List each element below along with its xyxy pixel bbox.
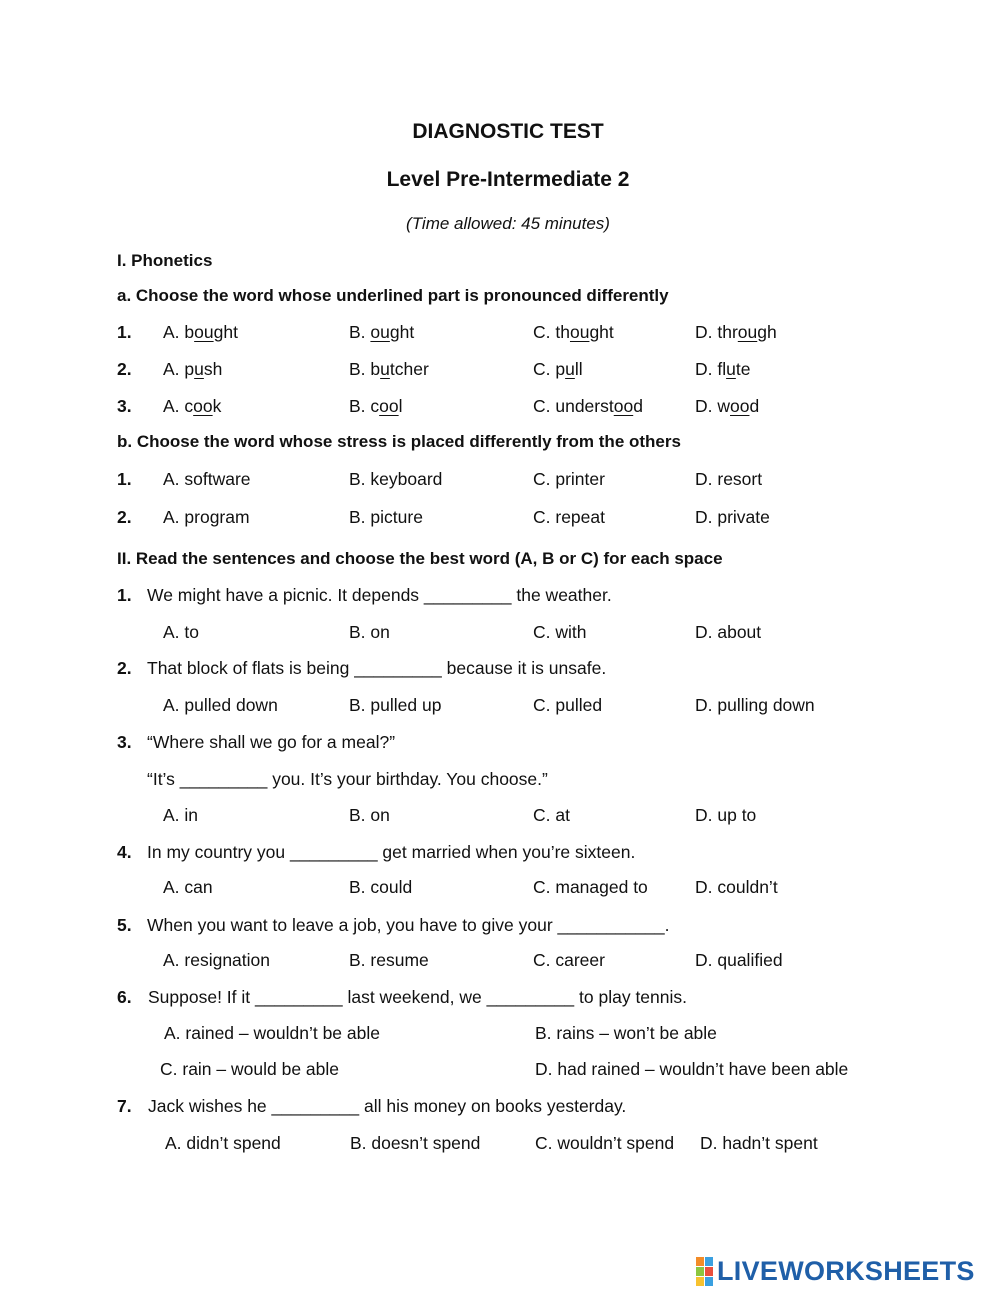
page-title: DIAGNOSTIC TEST [412, 120, 604, 143]
answer-option-c[interactable]: C. pulled [533, 695, 603, 715]
level-title: Level Pre-Intermediate 2 [386, 168, 630, 191]
answer-option-c[interactable]: C. pull [533, 359, 583, 379]
question-number: 5. [117, 915, 132, 935]
liveworksheets-logo [696, 1255, 975, 1287]
answer-option-d[interactable]: D. private [695, 507, 770, 527]
underlined-part: ou [370, 322, 390, 342]
answer-option-d[interactable]: D. resort [695, 469, 763, 489]
question-number: 2. [117, 359, 132, 379]
answer-option-c[interactable]: C. at [533, 805, 570, 825]
underlined-part: ou [737, 322, 758, 342]
question-stem-continuation [0, 769, 900, 795]
answer-option-d[interactable]: D. through [695, 322, 777, 342]
question-stem-row [0, 658, 900, 684]
question-number: 7. [117, 1096, 132, 1116]
answer-option-b[interactable]: B. keyboard [349, 469, 443, 489]
question-stem-row [0, 915, 900, 941]
underlined-part: u [565, 359, 575, 379]
section-reading-heading: II. Read the sentences and choose the best word (A, B or C) for each space [117, 549, 723, 568]
answer-option-c[interactable]: C. rain – would be able [160, 1059, 339, 1079]
question-stem-line-2: “It’s _________ you. It’s your birthday. You choose.” [147, 769, 548, 789]
phonetics-question-row [0, 322, 900, 348]
answer-option-d[interactable]: D. up to [695, 805, 757, 825]
underlined-part: ou [194, 322, 214, 342]
question-number: 6. [117, 987, 132, 1007]
answer-option-b[interactable]: B. ought [349, 322, 415, 342]
question-number: 1. [117, 469, 132, 489]
answer-option-a[interactable]: A. resignation [163, 950, 271, 970]
logo-block [705, 1277, 713, 1286]
logo-block [696, 1257, 704, 1266]
underlined-part: ou [569, 322, 590, 342]
stress-question-row [0, 469, 900, 495]
question-stem: That block of flats is being _________ because it is unsafe. [147, 658, 607, 678]
phonetics-question-row [0, 396, 900, 422]
answer-option-a[interactable]: A. didn’t spend [165, 1133, 281, 1153]
answer-option-d[interactable]: D. pulling down [695, 695, 815, 715]
section-phonetics-heading: I. Phonetics [117, 251, 213, 270]
question-number: 4. [117, 842, 132, 862]
question-stem: In my country you _________ get married when you’re sixteen. [147, 842, 636, 862]
options-row [0, 695, 900, 721]
answer-option-b[interactable]: B. doesn’t spend [350, 1133, 481, 1153]
question-stem-row [0, 842, 900, 868]
options-row [0, 1133, 900, 1159]
answer-option-c[interactable]: C. understood [533, 396, 643, 416]
underlined-part: u [380, 359, 390, 379]
answer-option-c[interactable]: C. repeat [533, 507, 605, 527]
question-stem: “Where shall we go for a meal?” [147, 732, 396, 752]
underlined-part: oo [613, 396, 634, 416]
answer-option-c[interactable]: C. with [533, 622, 587, 642]
answer-option-d[interactable]: D. qualified [695, 950, 783, 970]
underlined-part: oo [379, 396, 399, 416]
question-stem-row [0, 732, 900, 758]
question-stem: Suppose! If it _________ last weekend, we _________ to play tennis. [148, 987, 688, 1007]
question-number: 2. [117, 507, 132, 527]
answer-option-c[interactable]: C. career [533, 950, 605, 970]
options-row [0, 950, 900, 976]
phonetics-question-row [0, 359, 900, 385]
logo-block [696, 1277, 704, 1286]
part-a-instruction: a. Choose the word whose underlined part is pronounced differently [117, 286, 669, 305]
answer-option-c[interactable]: C. printer [533, 469, 605, 489]
answer-option-c[interactable]: C. wouldn’t spend [535, 1133, 675, 1153]
question-stem: When you want to leave a job, you have to give your ___________. [147, 915, 670, 935]
answer-option-b[interactable]: B. cool [349, 396, 403, 416]
answer-option-d[interactable]: D. hadn’t spent [700, 1133, 818, 1153]
answer-option-a[interactable]: A. rained – wouldn’t be able [164, 1023, 380, 1043]
logo-blocks-icon [696, 1257, 713, 1286]
options-row [0, 877, 900, 903]
question-stem-row [0, 585, 900, 611]
answer-option-a[interactable]: A. can [163, 877, 213, 897]
underlined-part: oo [730, 396, 750, 416]
answer-option-c[interactable]: C. managed to [533, 877, 648, 897]
answer-option-c[interactable]: C. thought [533, 322, 614, 342]
question-stem: Jack wishes he _________ all his money on books yesterday. [148, 1096, 627, 1116]
answer-option-a[interactable]: A. pulled down [163, 695, 278, 715]
answer-option-d[interactable]: D. flute [695, 359, 751, 379]
options-row [0, 1059, 900, 1085]
answer-option-b[interactable]: B. could [349, 877, 413, 897]
question-stem-row [0, 1096, 900, 1122]
answer-option-a[interactable]: A. in [163, 805, 199, 825]
question-number: 3. [117, 732, 132, 752]
question-stem-row [0, 987, 900, 1013]
answer-option-d[interactable]: D. had rained – wouldn’t have been able [535, 1059, 849, 1079]
answer-option-a[interactable]: A. to [163, 622, 199, 642]
underlined-part: u [726, 359, 736, 379]
part-b-instruction: b. Choose the word whose stress is placed differently from the others [117, 432, 681, 451]
answer-option-d[interactable]: D. wood [695, 396, 760, 416]
logo-block [705, 1267, 713, 1276]
time-allowed: (Time allowed: 45 minutes) [406, 214, 610, 233]
answer-option-b[interactable]: B. rains – won’t be able [535, 1023, 717, 1043]
answer-option-b[interactable]: B. pulled up [349, 695, 442, 715]
answer-option-b[interactable]: B. butcher [349, 359, 429, 379]
stress-question-row [0, 507, 900, 533]
underlined-part: oo [193, 396, 213, 416]
answer-option-a[interactable]: A. program [163, 507, 250, 527]
answer-option-b[interactable]: B. on [349, 622, 390, 642]
answer-option-a[interactable]: A. cook [163, 396, 222, 416]
options-row [0, 1023, 900, 1049]
answer-option-d[interactable]: D. about [695, 622, 762, 642]
underlined-part: u [194, 359, 204, 379]
answer-option-d[interactable]: D. couldn’t [695, 877, 778, 897]
logo-text: LIVEWORKSHEETS [717, 1255, 975, 1286]
question-number: 2. [117, 658, 132, 678]
answer-option-a[interactable]: A. bought [163, 322, 238, 342]
question-number: 1. [117, 322, 132, 342]
answer-option-b[interactable]: B. on [349, 805, 390, 825]
logo-block [705, 1257, 713, 1266]
options-row [0, 622, 900, 648]
logo-block [696, 1267, 704, 1276]
answer-option-b[interactable]: B. picture [349, 507, 423, 527]
question-number: 3. [117, 396, 132, 416]
answer-option-a[interactable]: A. software [163, 469, 251, 489]
answer-option-b[interactable]: B. resume [349, 950, 429, 970]
question-stem: We might have a picnic. It depends _________ the weather. [147, 585, 612, 605]
options-row [0, 805, 900, 831]
answer-option-a[interactable]: A. push [163, 359, 223, 379]
question-number: 1. [117, 585, 132, 605]
